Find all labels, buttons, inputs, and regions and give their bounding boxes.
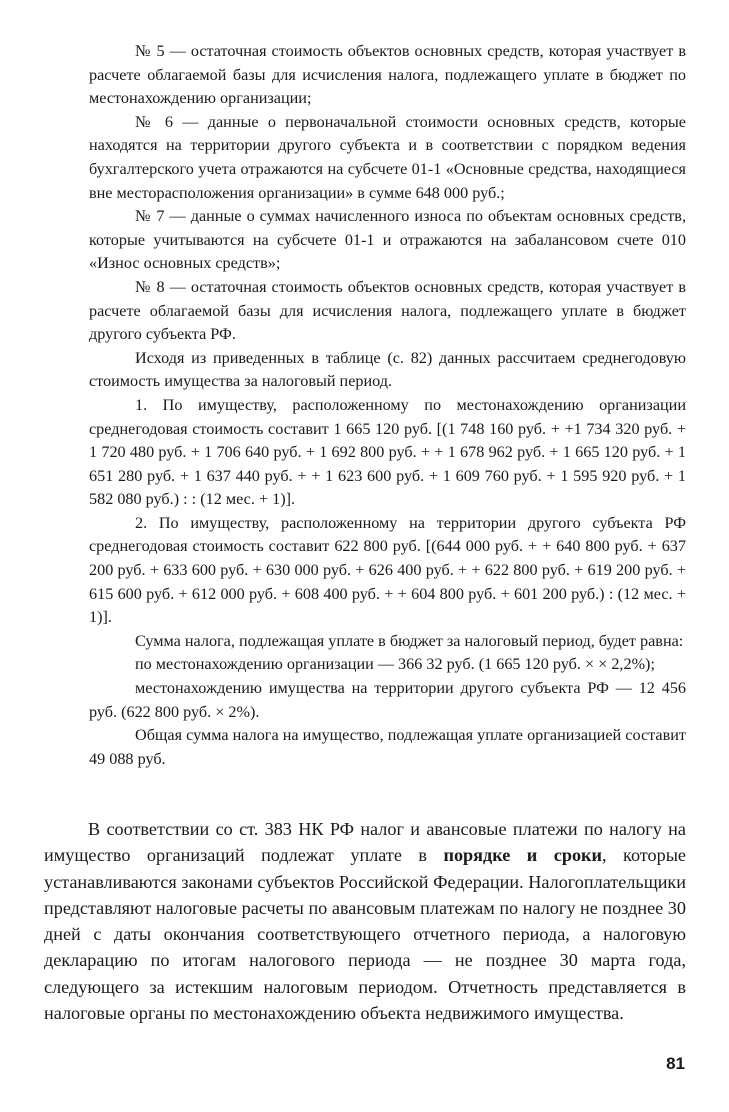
page-number: 81 <box>666 1054 685 1073</box>
paragraph-tax-total: Общая сумма налога на имущество, подлежащая уплате организацией составит 49 088 руб. <box>89 726 686 768</box>
paragraph-tax-location: по местонахождению организации — 366 32 руб. (1 665 120 руб. × × 2,2%); <box>135 655 655 674</box>
paragraph-item-6: № 6 — данные о первоначальной стоимости основных средств, которые находятся на территории другого субъекта и в соответствии с порядком ведения бухгалтерского учета отражаются на субсчете 01-1 «Основные средства, находящиеся вне месторасположения организации» в сумме 648 000 руб.; <box>89 112 686 202</box>
payment-terms-text-1: В соответствии со ст. 383 НК РФ налог и авансовые платежи по налогу на имущество организаций подлежат уплате в <box>44 819 686 866</box>
payment-terms-text-2: , которые устанавливаются законами субъектов Российской Федерации. Налогоплательщики представляют налоговые расчеты по авансовым платежам по налогу не позднее 30 дней с даты окончания соответствующего отчетного периода, а налоговую декларацию по итогам налогового периода — не позднее 30 марта года, следующего за истекшим налоговым периодом. Отчетность представляется в налоговые органы по местонахождению объекта недвижимого имущества. <box>44 845 686 1024</box>
main-text-block <box>44 816 686 1026</box>
paragraph-tax-sum: Сумма налога, подлежащая уплате в бюджет за налоговый период, будет равна: <box>135 631 684 650</box>
paragraph-item-5: № 5 — остаточная стоимость объектов основных средств, которая участвует в расчете облагаемой базы для исчисления налога, подлежащего уплате в бюджет по местонахождению организации; <box>89 42 686 108</box>
payment-terms-bold: порядке и сроки <box>443 845 602 866</box>
paragraph-tax-other-subject: местонахождению имущества на территории другого субъекта РФ — 12 456 руб. (622 800 руб. × 2%). <box>89 679 686 721</box>
paragraph-calc-1: 1. По имуществу, расположенному по местонахождению организации среднегодовая стоимость составит 1 665 120 руб. [(1 748 160 руб. + +1 734 320 руб. + 1 720 480 руб. + 1 706 640 руб. + 1 692 800 руб. + + 1 678 962 руб. + 1 665 120 руб. + 1 651 280 руб. + 1 637 440 руб. + + 1 623 600 руб. + 1 609 760 руб. + 1 595 920 руб. + 1 582 080 руб.) : : (12 мес. + 1)]. <box>89 395 686 509</box>
paragraph-payment-terms <box>44 816 686 1026</box>
paragraph-calc-intro: Исходя из приведенных в таблице (с. 82) данных рассчитаем среднегодовую стоимость имущества за налоговый период. <box>89 348 686 391</box>
paragraph-item-7: № 7 — данные о суммах начисленного износа по объектам основных средств, которые учитываются на субсчете 01-1 и отражаются на забалансовом счете 010 «Износ основных средств»; <box>89 207 686 273</box>
paragraph-item-8: № 8 — остаточная стоимость объектов основных средств, которая участвует в расчете облагаемой базы для исчисления налога, подлежащего уплате в бюджет другого субъекта РФ. <box>89 277 686 344</box>
example-block <box>89 40 686 771</box>
paragraph-calc-2: 2. По имуществу, расположенному на территории другого субъекта РФ среднегодовая стоимость составит 622 800 руб. [(644 000 руб. + + 640 800 руб. + 637 200 руб. + 633 600 руб. + 630 000 руб. + 626 400 руб. + + 622 800 руб. + 619 200 руб. + 615 600 руб. + 612 000 руб. + 608 400 руб. + + 604 800 руб. + 601 200 руб.) : (12 мес. + 1)]. <box>89 513 686 627</box>
